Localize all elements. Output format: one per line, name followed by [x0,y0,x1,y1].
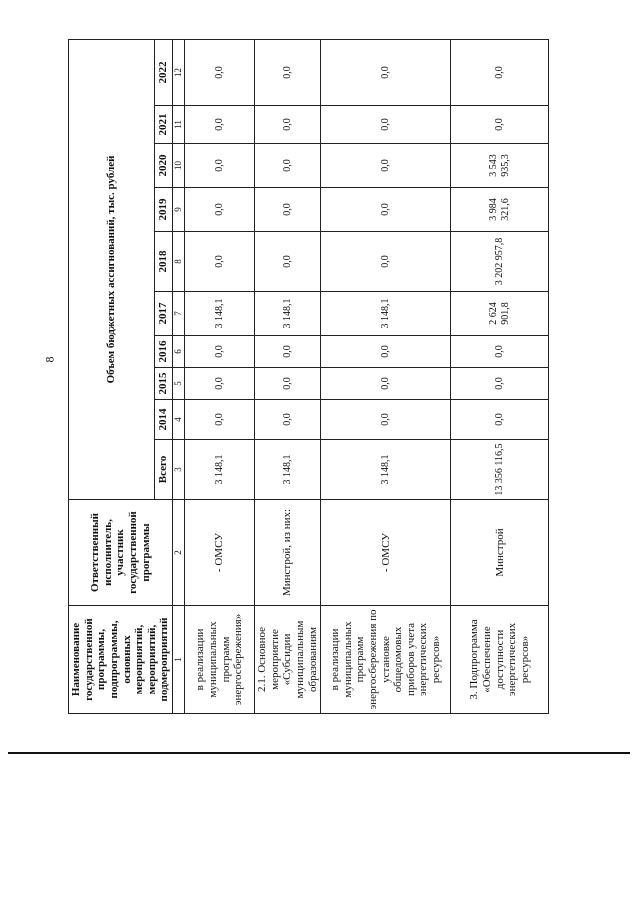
rotated-table-container [68,40,531,714]
row-value: 0,0 [185,39,255,105]
col-number: 5 [173,368,185,400]
row-total: 3 148,1 [185,440,255,500]
header-year: 2015 [155,368,173,400]
row-value: 0,0 [321,232,451,292]
row-name: в реализации муниципальных программ энергосбережения» [185,606,255,714]
row-value: 0,0 [451,336,549,368]
header-year: 2016 [155,336,173,368]
table-row [185,39,255,713]
col-number: 7 [173,292,185,336]
bottom-rule [8,752,630,754]
row-total: 3 148,1 [321,440,451,500]
col-number: 10 [173,144,185,188]
row-value: 0,0 [321,39,451,105]
row-value: 0,0 [255,188,321,232]
row-total: 3 148,1 [255,440,321,500]
row-value: 2 624 901,8 [451,292,549,336]
row-value: 0,0 [185,188,255,232]
col-number: 8 [173,232,185,292]
row-value: 0,0 [255,368,321,400]
row-value: 3 148,1 [255,292,321,336]
row-value: 3 148,1 [185,292,255,336]
row-executor: Минстрой [451,500,549,606]
row-value: 0,0 [185,232,255,292]
col-number: 12 [173,39,185,105]
row-executor: Минстрой, из них: [255,500,321,606]
row-value: 3 543 935,3 [451,144,549,188]
row-value: 0,0 [451,39,549,105]
row-value: 0,0 [321,188,451,232]
header-budget-group: Объем бюджетных ассигнований, тыс. рублей [69,39,155,499]
row-value: 0,0 [451,106,549,144]
row-name: 3. Подпрограмма «Обеспечение доступности энергетических ресурсов» [451,606,549,714]
header-total: Всего [155,440,173,500]
header-year: 2018 [155,232,173,292]
col-number: 3 [173,440,185,500]
page-number: 8 [42,356,57,363]
row-value: 0,0 [321,368,451,400]
row-value: 0,0 [185,400,255,440]
row-value: 0,0 [321,144,451,188]
row-name: 2.1. Основное мероприятие «Субсидии муниципальным образованиям [255,606,321,714]
row-value: 0,0 [185,336,255,368]
row-value: 0,0 [255,336,321,368]
row-value: 0,0 [321,336,451,368]
row-value: 3 202 957,8 [451,232,549,292]
header-year: 2019 [155,188,173,232]
col-number: 1 [173,606,185,714]
row-value: 0,0 [451,400,549,440]
header-name-col: Наименование государственной программы, подпрограммы, основных мероприятий, мероприятий, подмероприятий [69,606,173,714]
budget-table [68,39,549,714]
row-value: 0,0 [185,144,255,188]
row-value: 0,0 [255,232,321,292]
table-rotation-frame [68,40,531,714]
row-name: в реализации муниципальных программ энергосбережения по установке общедомовых приборов учета энергетических ресурсов» [321,606,451,714]
row-value: 0,0 [321,106,451,144]
table-row [321,39,451,713]
row-value: 0,0 [255,39,321,105]
row-value: 0,0 [255,106,321,144]
col-number: 9 [173,188,185,232]
col-number: 11 [173,106,185,144]
header-year: 2022 [155,39,173,105]
table-row [451,39,549,713]
row-value: 0,0 [451,368,549,400]
row-value: 0,0 [255,144,321,188]
col-number: 6 [173,336,185,368]
header-year: 2017 [155,292,173,336]
row-value: 0,0 [255,400,321,440]
row-total: 13 356 116,5 [451,440,549,500]
row-value: 3 984 321,6 [451,188,549,232]
header-year: 2020 [155,144,173,188]
row-executor: - ОМСУ [185,500,255,606]
table-row [255,39,321,713]
header-executor-col: Ответственный исполнитель, участник государственной программы [69,500,173,606]
row-value: 0,0 [321,400,451,440]
row-value: 0,0 [185,368,255,400]
col-number: 2 [173,500,185,606]
row-value: 0,0 [185,106,255,144]
header-year: 2021 [155,106,173,144]
row-executor: - ОМСУ [321,500,451,606]
header-year: 2014 [155,400,173,440]
col-number: 4 [173,400,185,440]
row-value: 3 148,1 [321,292,451,336]
